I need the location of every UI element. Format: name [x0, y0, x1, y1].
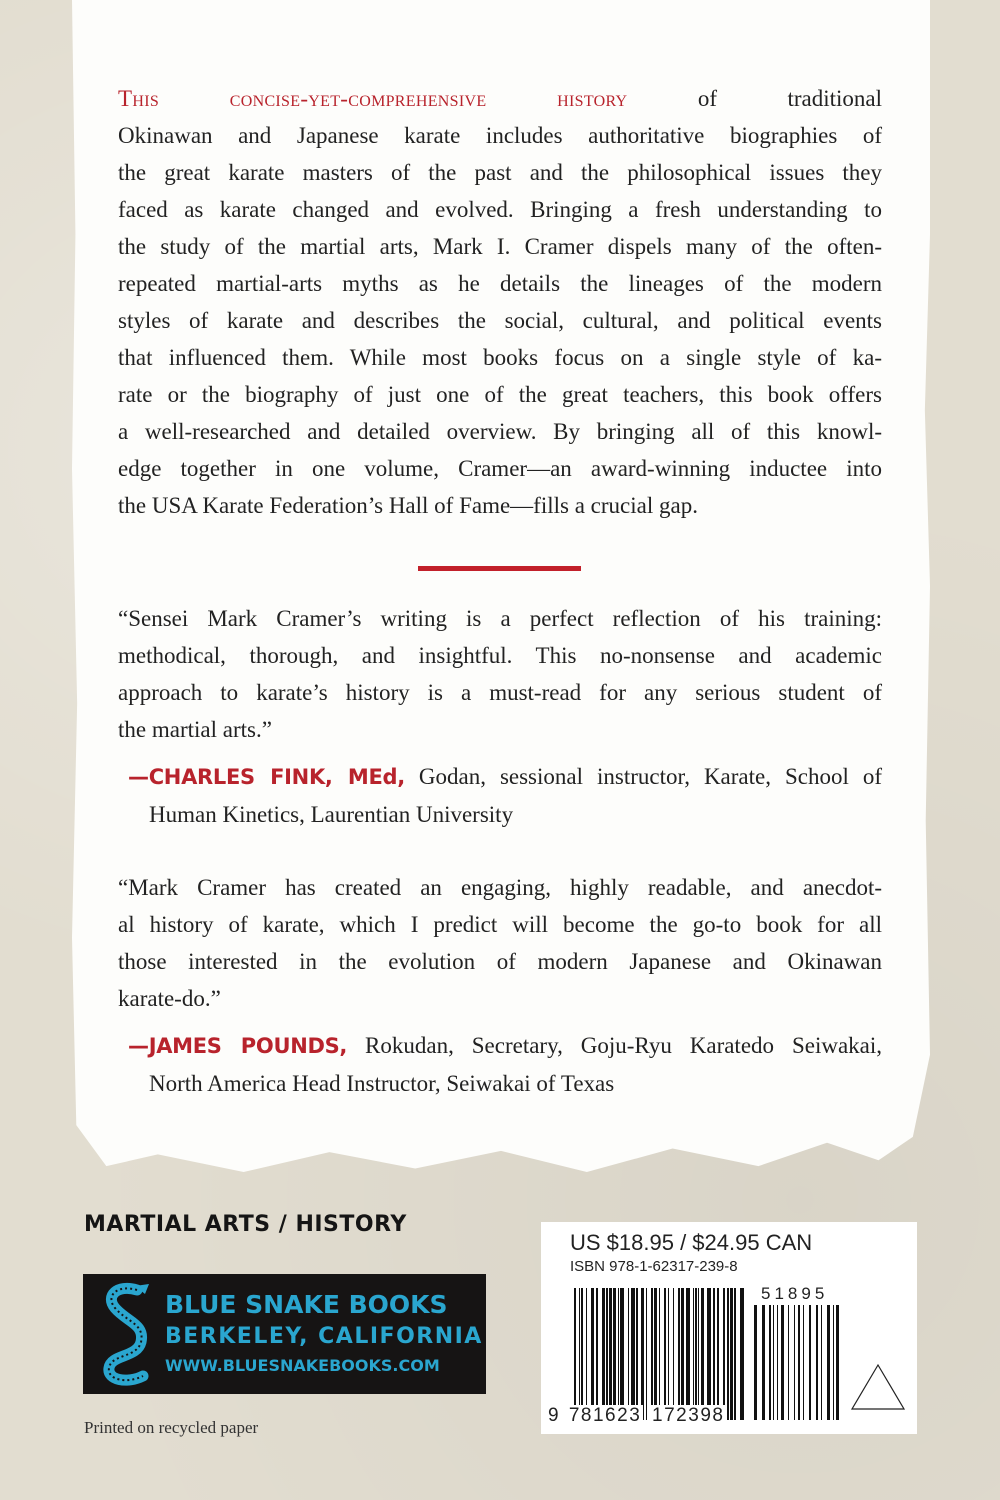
barcode-bar [654, 1288, 657, 1420]
barcode-bar [727, 1288, 729, 1420]
barcode-bar [754, 1305, 757, 1420]
barcode-bar [606, 1288, 608, 1420]
quote-line [118, 873, 882, 903]
barcode-bar [620, 1288, 624, 1420]
barcode-bar [678, 1288, 680, 1420]
attribution-text: Human Kinetics, Laurentian University [149, 802, 514, 827]
description-lead: This concise-yet-comprehensive history [118, 86, 628, 111]
barcode-bar [777, 1305, 778, 1420]
barcode-bar [686, 1288, 690, 1420]
description-line [118, 306, 882, 336]
barcode-bar [631, 1288, 635, 1420]
quote-line [118, 947, 882, 977]
description-line [118, 380, 882, 410]
price: US $18.95 / $24.95 CAN [570, 1230, 813, 1255]
description-line [118, 417, 882, 447]
barcode-bar [788, 1305, 789, 1420]
barcode-left: 781623 [568, 1405, 642, 1426]
isbn: ISBN 978-1-62317-239-8 [570, 1258, 738, 1275]
barcode-bar [581, 1288, 583, 1420]
barcode-bar [673, 1288, 674, 1420]
barcode-bar [794, 1305, 795, 1420]
barcode-bar [717, 1288, 719, 1420]
quote-text: karate-do.” [118, 986, 221, 1011]
description-text: rate or the biography of just one of the great teachers, this book offers [118, 382, 882, 407]
barcode-bar [659, 1288, 660, 1420]
quote-text: those interested in the evolution of modern Japanese and Okinawan [118, 949, 882, 974]
barcode-bar [762, 1305, 765, 1420]
barcode-number [548, 1405, 726, 1427]
barcode-bar [816, 1305, 818, 1420]
barcode-bar [734, 1288, 736, 1420]
barcode-prefix: 9 [548, 1405, 561, 1426]
publisher-location: BERKELEY, CALIFORNIA [165, 1324, 483, 1349]
attribution-text: Rokudan, Secretary, Goju-Ryu Karatedo Seiwakai, [347, 1033, 883, 1058]
triangle-icon [849, 1362, 907, 1412]
barcode-bar [651, 1288, 653, 1420]
barcode-bar [596, 1288, 598, 1420]
quote-text: methodical, thorough, and insightful. This no-nonsense and academic [118, 643, 882, 668]
description-text: edge together in one volume, Cramer—an award-winning inductee into [118, 456, 882, 481]
attribution-text: Godan, sessional instructor, Karate, School of [404, 764, 883, 789]
publisher-name: BLUE SNAKE BOOKS [165, 1290, 448, 1319]
barcode-bar [646, 1288, 647, 1420]
barcode-bar [723, 1288, 725, 1420]
barcode-bar [833, 1305, 834, 1420]
barcode-bar [821, 1305, 822, 1420]
barcode-bar [591, 1288, 594, 1420]
barcode-bar [681, 1288, 684, 1420]
divider-rule [418, 566, 581, 571]
quote-text: “Mark Cramer has created an engaging, highly readable, and anecdot- [118, 875, 882, 900]
publisher-logo [83, 1274, 486, 1394]
description-line [118, 454, 882, 484]
quote-line [118, 641, 882, 671]
description-line [118, 121, 882, 151]
barcode-bar [574, 1288, 576, 1420]
attribution-line [149, 800, 882, 830]
snake-icon [97, 1282, 155, 1388]
barcode-bar [698, 1288, 699, 1420]
barcode-bar [693, 1288, 694, 1420]
barcode-bar [781, 1305, 784, 1420]
quote-text: “Sensei Mark Cramer’s writing is a perfect reflection of his training: [118, 606, 882, 631]
barcode-bar [707, 1288, 711, 1420]
barcode-bar [613, 1288, 616, 1420]
attribution-text: North America Head Instructor, Seiwakai of Texas [149, 1071, 615, 1096]
description-text: the study of the martial arts, Mark I. Cramer dispels many of the often- [118, 234, 882, 259]
barcode-label [541, 1222, 917, 1434]
barcode-bar [636, 1288, 638, 1420]
barcode-bar [730, 1288, 733, 1420]
quote-text: approach to karate’s history is a must-read for any serious student of [118, 680, 882, 705]
description-line [118, 269, 882, 299]
quote-line [118, 715, 882, 745]
recycled-note: Printed on recycled paper [84, 1418, 259, 1437]
barcode-bar [769, 1305, 771, 1420]
addon-number: 51895 [761, 1284, 829, 1303]
barcode-bar [701, 1288, 704, 1420]
category-label: MARTIAL ARTS / HISTORY [84, 1212, 407, 1237]
description-line [118, 158, 882, 188]
attribution-line [128, 762, 882, 792]
description-text: of traditional [627, 86, 882, 111]
quote-text: al history of karate, which I predict will become the go-to book for all [118, 912, 882, 937]
description-text: styles of karate and describes the social, cultural, and political events [118, 308, 882, 333]
barcode-bar [827, 1305, 830, 1420]
description-text: the great karate masters of the past and the philosophical issues they [118, 160, 882, 185]
description-text: faced as karate changed and evolved. Bringing a fresh understanding to [118, 197, 882, 222]
description-line [118, 195, 882, 225]
barcode-bar [740, 1288, 744, 1420]
description-text: repeated martial-arts myths as he details the lineages of the modern [118, 271, 882, 296]
description-text: that influenced them. While most books focus on a single style of ka- [118, 345, 882, 370]
quote-line [118, 678, 882, 708]
publisher-website: WWW.BLUESNAKEBOOKS.COM [165, 1356, 440, 1375]
barcode-bar [586, 1288, 587, 1420]
barcode-bar [579, 1288, 580, 1420]
description-line [118, 232, 882, 262]
description-line [118, 84, 882, 114]
barcode-bar [602, 1288, 605, 1420]
barcode-bar [609, 1288, 612, 1420]
barcode-bar [664, 1288, 666, 1420]
description-text: the USA Karate Federation’s Hall of Fame—fills a crucial gap. [118, 493, 698, 518]
barcode-bar [668, 1288, 669, 1420]
barcode-bar [641, 1288, 644, 1420]
barcode-bar [773, 1305, 774, 1420]
description-text: Okinawan and Japanese karate includes authoritative biographies of [118, 123, 882, 148]
barcode-bar [618, 1288, 619, 1420]
barcode-bar [803, 1305, 804, 1420]
barcode-bar [836, 1305, 839, 1420]
attribution-line [149, 1069, 882, 1099]
barcode-right: 172398 [652, 1405, 725, 1426]
barcode-bar [695, 1288, 697, 1420]
description-line [118, 343, 882, 373]
quote-line [118, 604, 882, 634]
description-text: a well-researched and detailed overview. By bringing all of this knowl- [118, 419, 882, 444]
attribution-name: —CHARLES FINK, MEd, [128, 765, 405, 789]
barcode-bar [798, 1305, 800, 1420]
quote-text: the martial arts.” [118, 717, 272, 742]
description-line [118, 491, 882, 521]
barcode-bar [628, 1288, 629, 1420]
barcode-bar [713, 1288, 715, 1420]
barcode-bar [809, 1305, 811, 1420]
attribution-line [128, 1031, 882, 1061]
quote-line [118, 910, 882, 940]
quote-line [118, 984, 882, 1014]
attribution-name: —JAMES POUNDS, [128, 1034, 348, 1058]
